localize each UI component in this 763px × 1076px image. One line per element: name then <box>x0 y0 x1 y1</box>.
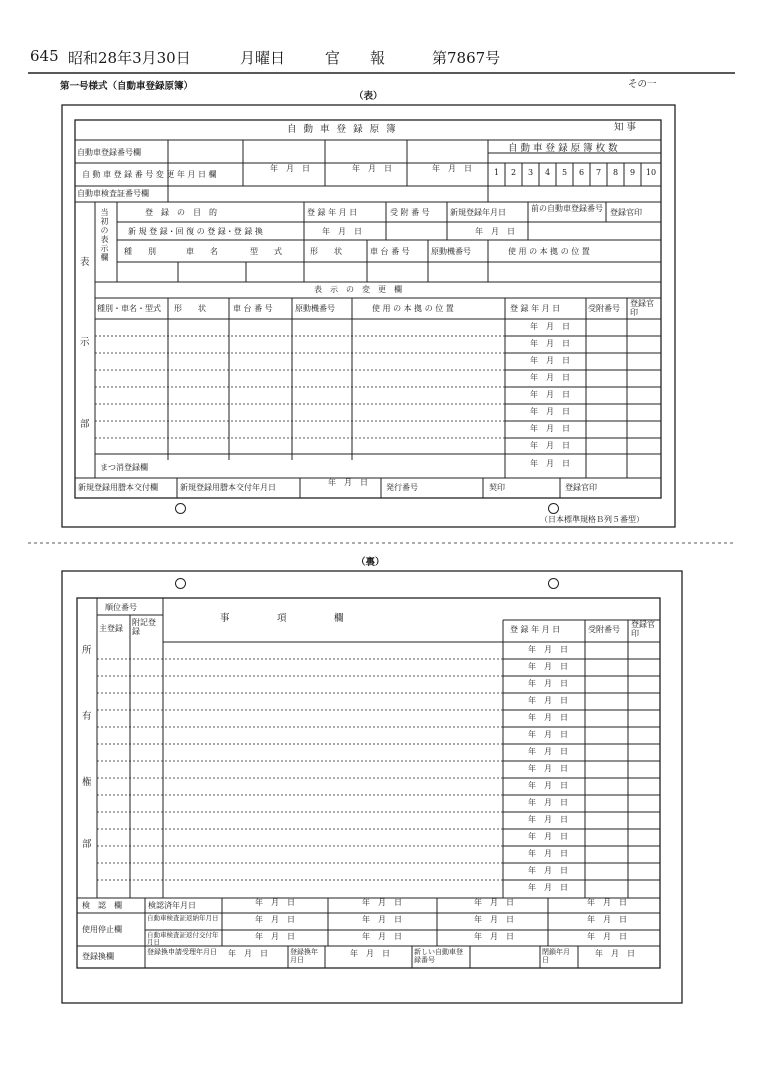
new-reg-date-header: 新規登録年月日 <box>450 208 506 217</box>
reg-change-label: 自 動 車 登 録 番 号 変 更 年 月 日 欄 <box>82 170 217 179</box>
hyoji-side-label: 部 <box>80 419 90 430</box>
page-number: 645 <box>30 47 59 65</box>
change-col-engine: 原動機番号 <box>295 304 335 313</box>
sheet-number: 8 <box>612 168 619 177</box>
change-col-reg-date: 登 録 年 月 日 <box>510 304 561 313</box>
ymd-cell: 年 月 日 <box>528 815 568 824</box>
sheet-number: 10 <box>645 168 657 177</box>
gazette-name: 官 報 <box>325 49 386 67</box>
registrar-seal-label: 登録官印 <box>565 483 597 492</box>
ymd-cell: 年 月 日 <box>474 932 514 941</box>
ymd-cell: 年 月 日 <box>255 932 295 941</box>
ymd-cell: 年 月 日 <box>328 478 368 487</box>
chassis-no-label: 車 台 番 号 <box>370 247 410 256</box>
ymd-cell: 年 月 日 <box>255 915 295 924</box>
ymd-cell: 年 月 日 <box>530 407 570 416</box>
front-side-label: （表） <box>354 91 383 102</box>
sheet-count-label: 自 動 車 登 録 原 簿 枚 数 <box>508 143 618 154</box>
ymd-cell: 年 月 日 <box>528 781 568 790</box>
ymd-cell: 年 月 日 <box>530 322 570 331</box>
binding-hole <box>175 503 186 514</box>
change-section-title: 表 示 の 変 更 欄 <box>314 285 402 294</box>
form-number: 第一号様式（自動車登録原簿） <box>60 81 194 92</box>
change-col-receipt: 受附番号 <box>588 304 620 313</box>
reg-number-label: 自動車登録番号欄 <box>77 148 141 157</box>
ymd-cell: 年 月 日 <box>587 932 627 941</box>
binding-hole <box>548 503 559 514</box>
issue-number-label: 発行番号 <box>386 483 418 492</box>
official-seal-header: 登録官印 <box>631 620 655 638</box>
initial-display-label: 当初の表示欄 <box>100 208 109 262</box>
ymd-cell: 年 月 日 <box>530 424 570 433</box>
ymd-cell: 年 月 日 <box>528 883 568 892</box>
matters-header: 事 項 欄 <box>220 613 344 624</box>
reg-date-header: 登 録 年 月 日 <box>510 625 561 634</box>
ymd-cell: 年 月 日 <box>322 227 362 236</box>
form-title: 自 動 車 登 録 原 簿 <box>287 124 398 135</box>
ymd-cell: 年 月 日 <box>587 898 627 907</box>
ownership-side-label: 有 <box>82 711 92 722</box>
ymd-cell: 年 月 日 <box>432 164 472 173</box>
copy-issue-date-label: 新規登録用謄本交付年月日 <box>180 483 276 492</box>
ownership-side-label: 所 <box>82 645 92 656</box>
main-reg-header: 主登録 <box>99 624 123 633</box>
sheet-number: 4 <box>544 168 551 177</box>
ymd-cell: 年 月 日 <box>270 164 310 173</box>
transfer-request-date-label: 登録換申請受理年月日 <box>147 948 217 956</box>
sheet-number: 9 <box>629 168 636 177</box>
ymd-cell: 年 月 日 <box>528 679 568 688</box>
ymd-cell: 年 月 日 <box>228 949 268 958</box>
ymd-cell: 年 月 日 <box>350 949 390 958</box>
ymd-cell: 年 月 日 <box>528 764 568 773</box>
inspection-stamp-label: 検 認 欄 <box>82 901 122 910</box>
sheet-number: 5 <box>561 168 568 177</box>
shape-label: 形 状 <box>310 247 342 256</box>
binding-hole <box>548 578 559 589</box>
ymd-cell: 年 月 日 <box>528 866 568 875</box>
hyoji-side-label: 示 <box>80 337 90 348</box>
ymd-cell: 年 月 日 <box>530 356 570 365</box>
gazette-date: 昭和28年3月30日 <box>68 49 191 67</box>
ymd-cell: 年 月 日 <box>528 849 568 858</box>
hyoji-side-label: 表 <box>80 257 90 268</box>
sheet-number: 3 <box>527 168 534 177</box>
ymd-cell: 年 月 日 <box>362 915 402 924</box>
gazette-weekday: 月曜日 <box>240 49 286 67</box>
base-location-label: 使 用 の 本 拠 の 位 置 <box>508 247 590 256</box>
change-col-shape: 形 状 <box>174 304 206 313</box>
ymd-cell: 年 月 日 <box>255 898 295 907</box>
ymd-cell: 年 月 日 <box>530 459 570 468</box>
suspension-label: 使用停止欄 <box>82 925 122 934</box>
sheet-number: 6 <box>578 168 585 177</box>
cert-reissue-date-label: 自動車検査証返付交付年月日 <box>147 931 219 947</box>
rank-number-header: 順位番号 <box>105 603 137 612</box>
change-col-type: 種別・車名・型式 <box>97 304 161 313</box>
sheet-number: 1 <box>493 168 500 177</box>
ymd-cell: 年 月 日 <box>352 164 392 173</box>
ymd-cell: 年 月 日 <box>528 713 568 722</box>
sheet-number: 7 <box>595 168 602 177</box>
new-reg-number-label: 新しい自動車登録番号 <box>414 948 463 965</box>
sheet-number: 2 <box>510 168 517 177</box>
ymd-cell: 年 月 日 <box>475 227 515 236</box>
cancellation-label: まつ消登録欄 <box>100 463 148 472</box>
prev-reg-no-header: 前の自動車登録番号 <box>531 204 603 213</box>
page-sono: その一 <box>628 79 657 90</box>
car-name-label: 車 名 <box>186 247 218 256</box>
transfer-label: 登録換欄 <box>82 952 114 961</box>
ymd-cell: 年 月 日 <box>595 949 635 958</box>
engine-no-label: 原動機番号 <box>431 247 471 256</box>
ymd-cell: 年 月 日 <box>587 915 627 924</box>
ymd-cell: 年 月 日 <box>530 390 570 399</box>
sub-reg-header: 附記登録 <box>132 618 156 636</box>
new-reg-purpose: 新 規 登 録・回 復 の 登 録・登 録 換 <box>128 227 263 236</box>
change-col-location: 使 用 の 本 拠 の 位 置 <box>372 304 454 313</box>
copy-issue-label: 新規登録用謄本交付欄 <box>78 483 158 492</box>
ymd-cell: 年 月 日 <box>362 898 402 907</box>
model-label: 型 式 <box>250 247 282 256</box>
inspection-date-label: 検認済年月日 <box>148 901 196 910</box>
ymd-cell: 年 月 日 <box>528 645 568 654</box>
receipt-no-header: 受 附 番 号 <box>390 208 430 217</box>
inspection-cert-label: 自動車検査証番号欄 <box>77 189 149 198</box>
ymd-cell: 年 月 日 <box>530 373 570 382</box>
receipt-no-header: 受附番号 <box>588 625 620 634</box>
purpose-header: 登 録 の 目 的 <box>145 208 217 217</box>
gazette-issue: 第7867号 <box>432 49 501 67</box>
paper-standard: （日本標準規格Ｂ列５番型） <box>540 515 644 524</box>
official-seal-header: 登録官印 <box>610 208 642 217</box>
cert-return-date-label: 自動車検査証返納年月日 <box>147 914 219 922</box>
back-side-label: （裏） <box>356 557 385 568</box>
ownership-side-label: 権 <box>82 777 92 788</box>
ymd-cell: 年 月 日 <box>474 898 514 907</box>
ownership-side-label: 部 <box>82 839 92 850</box>
governor-label: 知 事 <box>614 122 637 133</box>
transfer-date-label: 登録換年月日 <box>290 948 318 965</box>
type-label: 種 別 <box>124 247 156 256</box>
change-col-seal: 登録官印 <box>630 299 654 317</box>
ymd-cell: 年 月 日 <box>528 832 568 841</box>
change-col-chassis: 車 台 番 号 <box>233 304 273 313</box>
ymd-cell: 年 月 日 <box>474 915 514 924</box>
ymd-cell: 年 月 日 <box>528 662 568 671</box>
ymd-cell: 年 月 日 <box>530 339 570 348</box>
closed-date-label: 閉鎖年月日 <box>542 948 570 965</box>
ymd-cell: 年 月 日 <box>362 932 402 941</box>
reg-date-header: 登 録 年 月 日 <box>307 208 358 217</box>
ymd-cell: 年 月 日 <box>528 696 568 705</box>
ymd-cell: 年 月 日 <box>528 798 568 807</box>
ymd-cell: 年 月 日 <box>528 747 568 756</box>
ymd-cell: 年 月 日 <box>530 441 570 450</box>
ymd-cell: 年 月 日 <box>528 730 568 739</box>
binding-hole <box>175 578 186 589</box>
seal-label: 契印 <box>489 483 505 492</box>
